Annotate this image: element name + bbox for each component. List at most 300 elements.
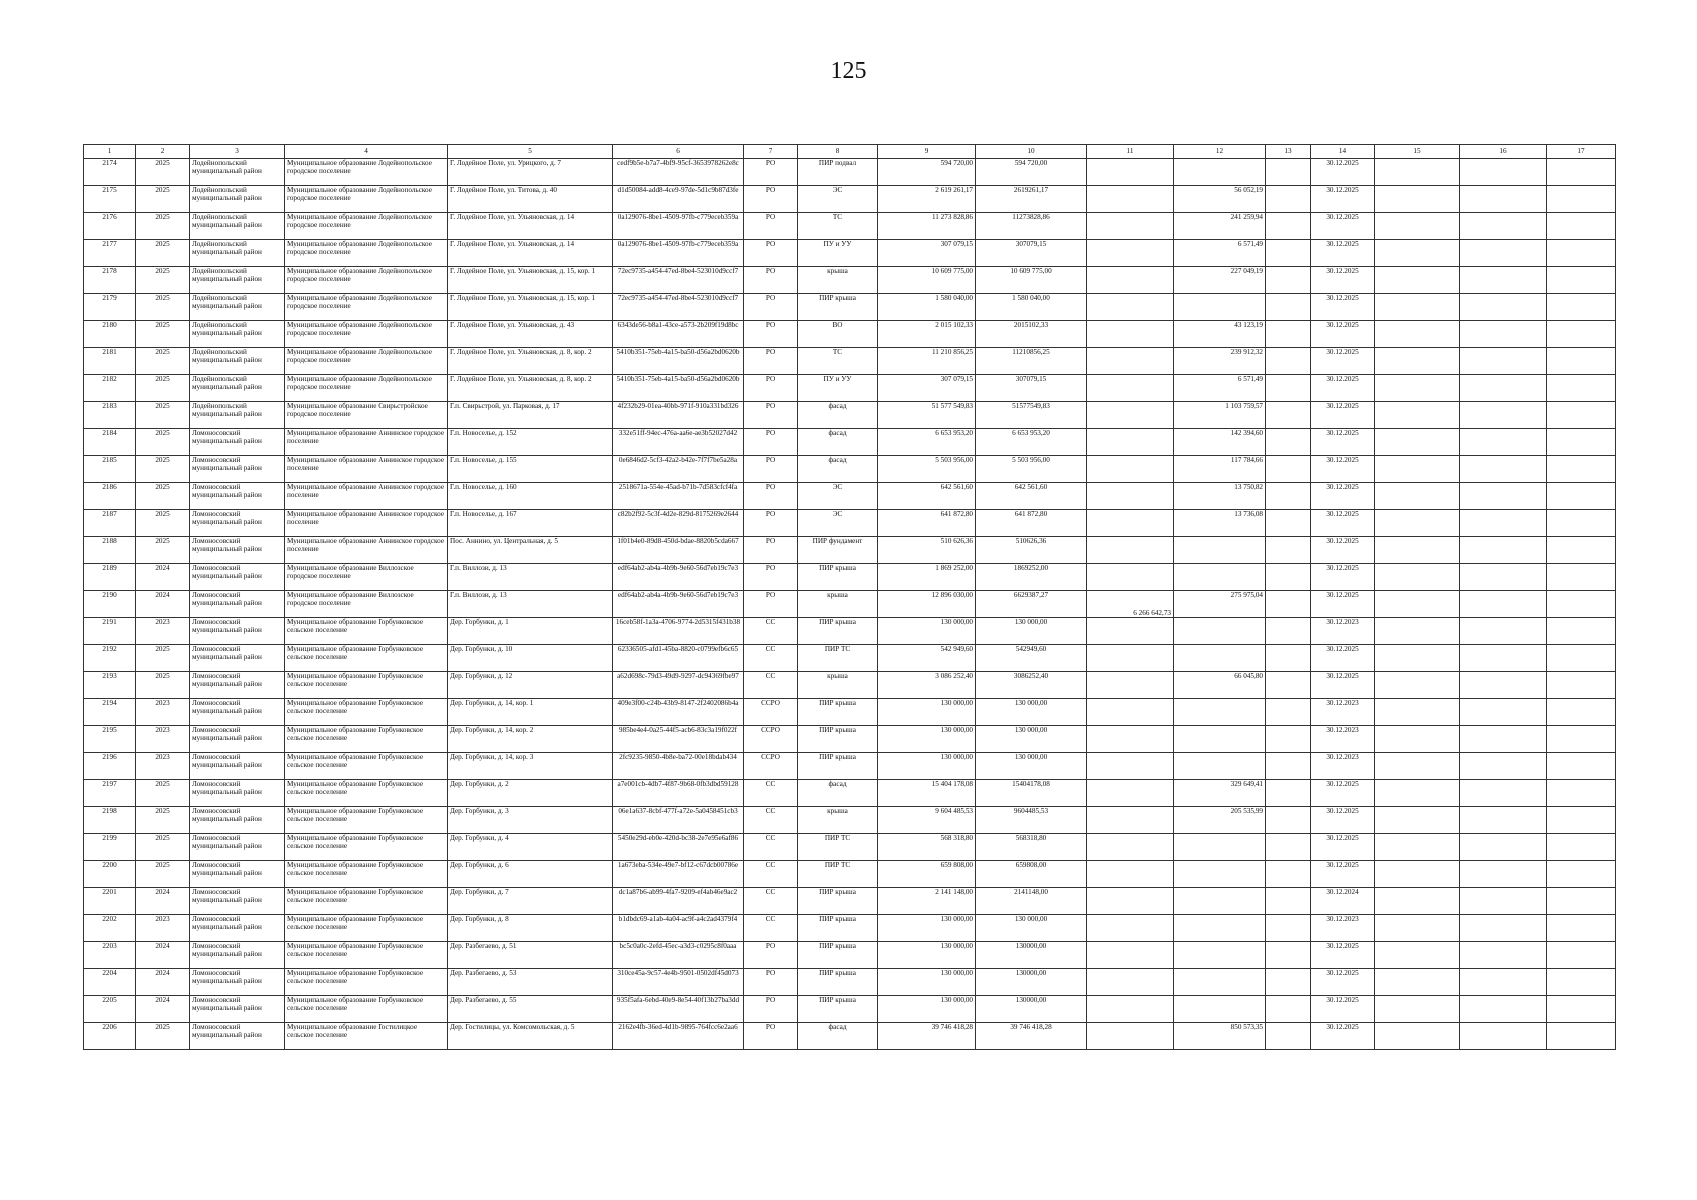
cell-house-guid: 2fc9235-9850-4b8e-ba72-00e18bdab434 <box>613 753 744 780</box>
cell-cost-fund: 130 000,00 <box>976 915 1087 942</box>
cell-total-cost: 510 626,36 <box>878 537 976 564</box>
cell-house-guid: a7e001cb-4db7-4f87-9b68-0fb3dbd59128 <box>613 780 744 807</box>
cell-row-number: 2188 <box>84 537 136 564</box>
cell-work-type: ПИР крыша <box>798 969 878 996</box>
cell-cost-extra <box>1174 645 1266 672</box>
cell-deadline: 30.12.2025 <box>1311 807 1375 834</box>
cell-year: 2025 <box>136 429 190 456</box>
cell-fund-type: РО <box>744 159 798 186</box>
cell-house-guid: 0a129076-8be1-4509-97fb-c779eceb359a <box>613 213 744 240</box>
cell-deadline: 30.12.2025 <box>1311 780 1375 807</box>
column-header-15: 15 <box>1375 145 1460 159</box>
table-row <box>84 699 1616 726</box>
cell-deadline: 30.12.2025 <box>1311 996 1375 1023</box>
cell-col-15 <box>1375 618 1460 645</box>
cell-deadline: 30.12.2025 <box>1311 672 1375 699</box>
cell-row-number: 2203 <box>84 942 136 969</box>
cell-col-17 <box>1547 618 1616 645</box>
cell-cost-extra <box>1174 699 1266 726</box>
cell-row-number: 2204 <box>84 969 136 996</box>
cell-col-16 <box>1460 807 1547 834</box>
cell-total-cost: 130 000,00 <box>878 915 976 942</box>
cell-deadline: 30.12.2025 <box>1311 537 1375 564</box>
cell-col-15 <box>1375 915 1460 942</box>
cell-col-15 <box>1375 429 1460 456</box>
cell-district: Ломоносовский муниципальный район <box>190 618 285 645</box>
cell-cost-fund: 2619261,17 <box>976 186 1087 213</box>
cell-deadline: 30.12.2025 <box>1311 321 1375 348</box>
cell-row-number: 2195 <box>84 726 136 753</box>
cell-district: Ломоносовский муниципальный район <box>190 564 285 591</box>
cell-cost-budget <box>1087 753 1174 780</box>
cell-cost-extra: 1 103 759,57 <box>1174 402 1266 429</box>
cell-year: 2025 <box>136 1023 190 1050</box>
column-header-7: 7 <box>744 145 798 159</box>
cell-col-16 <box>1460 672 1547 699</box>
cell-fund-type: СС <box>744 915 798 942</box>
cell-col-13 <box>1266 672 1311 699</box>
cell-cost-fund: 568318,80 <box>976 834 1087 861</box>
column-header-1: 1 <box>84 145 136 159</box>
column-header-3: 3 <box>190 145 285 159</box>
cell-cost-budget <box>1087 915 1174 942</box>
cell-cost-extra: 117 784,66 <box>1174 456 1266 483</box>
cell-col-15 <box>1375 591 1460 618</box>
cell-district: Ломоносовский муниципальный район <box>190 1023 285 1050</box>
cell-row-number: 2181 <box>84 348 136 375</box>
cell-fund-type: СС <box>744 645 798 672</box>
cell-deadline: 30.12.2025 <box>1311 429 1375 456</box>
table-row <box>84 645 1616 672</box>
cell-cost-fund: 11273828,86 <box>976 213 1087 240</box>
cell-col-13 <box>1266 456 1311 483</box>
cell-row-number: 2191 <box>84 618 136 645</box>
table-row <box>84 510 1616 537</box>
cell-year: 2023 <box>136 753 190 780</box>
cell-cost-extra: 239 912,32 <box>1174 348 1266 375</box>
cell-cost-budget <box>1087 375 1174 402</box>
table-row <box>84 969 1616 996</box>
cell-total-cost: 130 000,00 <box>878 699 976 726</box>
table-row <box>84 159 1616 186</box>
cell-cost-extra <box>1174 942 1266 969</box>
table-row <box>84 321 1616 348</box>
cell-year: 2025 <box>136 537 190 564</box>
cell-municipality: Муниципальное образование Аннинское городское поселение <box>285 483 448 510</box>
cell-col-13 <box>1266 321 1311 348</box>
cell-row-number: 2179 <box>84 294 136 321</box>
cell-work-type: ЭС <box>798 483 878 510</box>
cell-col-16 <box>1460 240 1547 267</box>
cell-address: Дер. Горбунки, д. 6 <box>448 861 613 888</box>
cell-cost-budget <box>1087 996 1174 1023</box>
cell-district: Ломоносовский муниципальный район <box>190 915 285 942</box>
cell-work-type: ПИР ТС <box>798 645 878 672</box>
cell-deadline: 30.12.2025 <box>1311 861 1375 888</box>
cell-cost-fund: 542949,60 <box>976 645 1087 672</box>
cell-year: 2025 <box>136 375 190 402</box>
cell-fund-type: СС <box>744 888 798 915</box>
cell-col-16 <box>1460 402 1547 429</box>
cell-cost-extra: 850 573,35 <box>1174 1023 1266 1050</box>
cell-municipality: Муниципальное образование Лодейнопольское городское поселение <box>285 348 448 375</box>
cell-col-13 <box>1266 861 1311 888</box>
cell-cost-budget <box>1087 726 1174 753</box>
cell-row-number: 2190 <box>84 591 136 618</box>
cell-address: Пос. Аннино, ул. Центральная, д. 5 <box>448 537 613 564</box>
cell-house-guid: 5450e29d-eb0e-420d-bc38-2e7e95e6af86 <box>613 834 744 861</box>
cell-district: Ломоносовский муниципальный район <box>190 591 285 618</box>
cell-cost-fund: 510626,36 <box>976 537 1087 564</box>
cell-cost-budget <box>1087 969 1174 996</box>
cell-cost-extra <box>1174 618 1266 645</box>
cell-col-17 <box>1547 294 1616 321</box>
cell-cost-budget <box>1087 1023 1174 1050</box>
cell-address: Дер. Разбегаево, д. 51 <box>448 942 613 969</box>
column-header-9: 9 <box>878 145 976 159</box>
cell-address: Дер. Горбунки, д. 4 <box>448 834 613 861</box>
cell-address: Г.п. Новоселье, д. 167 <box>448 510 613 537</box>
cell-year: 2024 <box>136 996 190 1023</box>
cell-address: Г. Лодейное Поле, ул. Титова, д. 40 <box>448 186 613 213</box>
cell-work-type: ПИР крыша <box>798 996 878 1023</box>
cell-work-type: крыша <box>798 672 878 699</box>
cell-cost-fund: 130 000,00 <box>976 753 1087 780</box>
cell-row-number: 2193 <box>84 672 136 699</box>
cell-total-cost: 641 872,80 <box>878 510 976 537</box>
cell-col-16 <box>1460 510 1547 537</box>
cell-fund-type: ССРО <box>744 699 798 726</box>
cell-work-type: ПИР крыша <box>798 726 878 753</box>
cell-col-15 <box>1375 699 1460 726</box>
cell-address: Дер. Горбунки, д. 14, кор. 3 <box>448 753 613 780</box>
cell-cost-extra: 56 052,19 <box>1174 186 1266 213</box>
cell-col-15 <box>1375 537 1460 564</box>
cell-cost-fund: 10 609 775,00 <box>976 267 1087 294</box>
cell-work-type: ЭС <box>798 186 878 213</box>
table-row <box>84 780 1616 807</box>
table-row <box>84 915 1616 942</box>
cell-work-type: фасад <box>798 402 878 429</box>
cell-cost-fund: 6629387,27 <box>976 591 1087 618</box>
cell-house-guid: 2162e4fb-36ed-4d1b-9895-764fcc6e2aa6 <box>613 1023 744 1050</box>
cell-address: Дер. Горбунки, д. 1 <box>448 618 613 645</box>
cell-district: Ломоносовский муниципальный район <box>190 834 285 861</box>
table-row <box>84 672 1616 699</box>
cell-year: 2025 <box>136 348 190 375</box>
cell-row-number: 2182 <box>84 375 136 402</box>
cell-year: 2025 <box>136 807 190 834</box>
cell-total-cost: 2 141 148,00 <box>878 888 976 915</box>
cell-year: 2025 <box>136 294 190 321</box>
cell-col-16 <box>1460 564 1547 591</box>
cell-house-guid: 5410b351-75eb-4a15-ba50-d56a2bd0620b <box>613 348 744 375</box>
cell-row-number: 2178 <box>84 267 136 294</box>
cell-deadline: 30.12.2023 <box>1311 699 1375 726</box>
cell-col-16 <box>1460 1023 1547 1050</box>
cell-year: 2025 <box>136 321 190 348</box>
cell-house-guid: 5410b351-75eb-4a15-ba50-d56a2bd0620b <box>613 375 744 402</box>
cell-col-16 <box>1460 726 1547 753</box>
cell-municipality: Муниципальное образование Горбунковское сельское поселение <box>285 942 448 969</box>
cell-row-number: 2189 <box>84 564 136 591</box>
cell-district: Ломоносовский муниципальный район <box>190 537 285 564</box>
cell-district: Ломоносовский муниципальный район <box>190 861 285 888</box>
cell-work-type: ПИР ТС <box>798 861 878 888</box>
cell-cost-fund: 659808,00 <box>976 861 1087 888</box>
cell-cost-fund: 130 000,00 <box>976 618 1087 645</box>
cell-cost-fund: 307079,15 <box>976 240 1087 267</box>
cell-deadline: 30.12.2025 <box>1311 645 1375 672</box>
cell-house-guid: 6343de56-b8a1-43ce-a573-2b209f19d8bc <box>613 321 744 348</box>
cell-total-cost: 307 079,15 <box>878 375 976 402</box>
cell-fund-type: РО <box>744 510 798 537</box>
cell-cost-extra: 13 750,82 <box>1174 483 1266 510</box>
cell-deadline: 30.12.2025 <box>1311 240 1375 267</box>
cell-municipality: Муниципальное образование Горбунковское сельское поселение <box>285 969 448 996</box>
cell-district: Ломоносовский муниципальный район <box>190 996 285 1023</box>
cell-col-15 <box>1375 780 1460 807</box>
cell-work-type: ПУ и УУ <box>798 375 878 402</box>
table-header <box>84 145 1616 159</box>
cell-row-number: 2192 <box>84 645 136 672</box>
cell-row-number: 2180 <box>84 321 136 348</box>
cell-cost-extra <box>1174 159 1266 186</box>
cell-year: 2025 <box>136 159 190 186</box>
cell-work-type: ВО <box>798 321 878 348</box>
cell-col-16 <box>1460 618 1547 645</box>
cell-district: Лодейнопольский муниципальный район <box>190 213 285 240</box>
table-row <box>84 618 1616 645</box>
column-header-8: 8 <box>798 145 878 159</box>
cell-house-guid: edf64ab2-ab4a-4b9b-9e60-56d7eb19c7e3 <box>613 564 744 591</box>
cell-municipality: Муниципальное образование Виллозское городское поселение <box>285 564 448 591</box>
cell-municipality: Муниципальное образование Горбунковское сельское поселение <box>285 996 448 1023</box>
cell-cost-budget <box>1087 672 1174 699</box>
cell-col-17 <box>1547 591 1616 618</box>
cell-house-guid: 0a129076-8be1-4509-97fb-c779eceb359a <box>613 240 744 267</box>
cell-cost-budget <box>1087 429 1174 456</box>
cell-address: Г.п. Виллози, д. 13 <box>448 564 613 591</box>
cell-col-16 <box>1460 780 1547 807</box>
cell-col-13 <box>1266 375 1311 402</box>
table-row <box>84 591 1616 618</box>
cell-col-13 <box>1266 645 1311 672</box>
cell-row-number: 2184 <box>84 429 136 456</box>
cell-col-17 <box>1547 726 1616 753</box>
cell-total-cost: 5 503 956,00 <box>878 456 976 483</box>
cell-cost-budget <box>1087 645 1174 672</box>
cell-work-type: ПИР ТС <box>798 834 878 861</box>
cell-house-guid: 985be4e4-0a25-44f5-acb6-83c3a19f022f <box>613 726 744 753</box>
cell-year: 2025 <box>136 645 190 672</box>
cell-house-guid: b1dbdc69-a1ab-4a04-ac9f-a4c2ad4379f4 <box>613 915 744 942</box>
table-row <box>84 213 1616 240</box>
cell-district: Лодейнопольский муниципальный район <box>190 186 285 213</box>
cell-district: Ломоносовский муниципальный район <box>190 969 285 996</box>
cell-total-cost: 130 000,00 <box>878 618 976 645</box>
cell-work-type: фасад <box>798 429 878 456</box>
cell-municipality: Муниципальное образование Аннинское городское поселение <box>285 456 448 483</box>
cell-year: 2023 <box>136 618 190 645</box>
cell-total-cost: 12 896 030,00 <box>878 591 976 618</box>
cell-house-guid: 72ec9735-a454-47ed-8be4-523010d9ccf7 <box>613 267 744 294</box>
cell-house-guid: edf64ab2-ab4a-4b9b-9e60-56d7eb19c7e3 <box>613 591 744 618</box>
cell-cost-budget <box>1087 159 1174 186</box>
cell-municipality: Муниципальное образование Гостилицкое сельское поселение <box>285 1023 448 1050</box>
cell-col-13 <box>1266 699 1311 726</box>
cell-col-15 <box>1375 969 1460 996</box>
cell-house-guid: a62d698c-79d3-49d9-9297-dc94369fbe97 <box>613 672 744 699</box>
cell-col-15 <box>1375 888 1460 915</box>
cell-col-15 <box>1375 834 1460 861</box>
cell-year: 2024 <box>136 942 190 969</box>
cell-cost-fund: 130 000,00 <box>976 699 1087 726</box>
cell-work-type: ПИР крыша <box>798 618 878 645</box>
table-row <box>84 456 1616 483</box>
cell-cost-budget <box>1087 861 1174 888</box>
table-row <box>84 564 1616 591</box>
cell-house-guid: 332e51ff-94ec-476a-aa6e-ae3b52027d42 <box>613 429 744 456</box>
cell-col-13 <box>1266 942 1311 969</box>
cell-col-15 <box>1375 996 1460 1023</box>
cell-col-17 <box>1547 942 1616 969</box>
cell-deadline: 30.12.2023 <box>1311 726 1375 753</box>
cell-fund-type: РО <box>744 429 798 456</box>
cell-house-guid: 72ec9735-a454-47ed-8be4-523010d9ccf7 <box>613 294 744 321</box>
cell-work-type: ПИР крыша <box>798 915 878 942</box>
cell-work-type: ПИР крыша <box>798 753 878 780</box>
cell-cost-budget <box>1087 807 1174 834</box>
cell-municipality: Муниципальное образование Аннинское городское поселение <box>285 510 448 537</box>
cell-fund-type: РО <box>744 213 798 240</box>
cell-house-guid: c82b2f92-5c3f-4d2e-829d-8175269e2644 <box>613 510 744 537</box>
cell-col-17 <box>1547 267 1616 294</box>
cell-deadline: 30.12.2023 <box>1311 753 1375 780</box>
cell-col-16 <box>1460 888 1547 915</box>
column-header-11: 11 <box>1087 145 1174 159</box>
cell-col-17 <box>1547 888 1616 915</box>
cell-address: Дер. Горбунки, д. 3 <box>448 807 613 834</box>
cell-cost-budget: 6 266 642,73 <box>1087 591 1174 618</box>
cell-cost-budget <box>1087 942 1174 969</box>
cell-col-13 <box>1266 159 1311 186</box>
cell-cost-budget <box>1087 321 1174 348</box>
cell-municipality: Муниципальное образование Аннинское городское поселение <box>285 429 448 456</box>
cell-fund-type: СС <box>744 807 798 834</box>
cell-row-number: 2186 <box>84 483 136 510</box>
cell-address: Г. Лодейное Поле, ул. Ульяновская, д. 43 <box>448 321 613 348</box>
cell-municipality: Муниципальное образование Горбунковское сельское поселение <box>285 834 448 861</box>
cell-total-cost: 1 580 040,00 <box>878 294 976 321</box>
cell-district: Ломоносовский муниципальный район <box>190 942 285 969</box>
cell-fund-type: РО <box>744 537 798 564</box>
cell-row-number: 2185 <box>84 456 136 483</box>
cell-col-15 <box>1375 807 1460 834</box>
cell-row-number: 2174 <box>84 159 136 186</box>
cell-municipality: Муниципальное образование Горбунковское сельское поселение <box>285 915 448 942</box>
cell-address: Дер. Горбунки, д. 7 <box>448 888 613 915</box>
cell-col-17 <box>1547 456 1616 483</box>
table-row <box>84 348 1616 375</box>
cell-deadline: 30.12.2025 <box>1311 969 1375 996</box>
cell-address: Дер. Разбегаево, д. 55 <box>448 996 613 1023</box>
cell-col-13 <box>1266 618 1311 645</box>
table-row <box>84 429 1616 456</box>
cell-col-16 <box>1460 267 1547 294</box>
cell-col-13 <box>1266 996 1311 1023</box>
cell-work-type: ПУ и УУ <box>798 240 878 267</box>
cell-col-15 <box>1375 564 1460 591</box>
cell-deadline: 30.12.2025 <box>1311 375 1375 402</box>
cell-cost-fund: 9604485,53 <box>976 807 1087 834</box>
cell-cost-extra <box>1174 726 1266 753</box>
cell-work-type: ПИР подвал <box>798 159 878 186</box>
table-row <box>84 375 1616 402</box>
cell-cost-extra <box>1174 834 1266 861</box>
cell-fund-type: ССРО <box>744 726 798 753</box>
cell-col-15 <box>1375 942 1460 969</box>
cell-house-guid: 4f232b29-01ea-40bb-971f-910a331bd326 <box>613 402 744 429</box>
cell-work-type: ПИР крыша <box>798 942 878 969</box>
cell-municipality: Муниципальное образование Лодейнопольское городское поселение <box>285 159 448 186</box>
cell-row-number: 2197 <box>84 780 136 807</box>
cell-col-17 <box>1547 861 1616 888</box>
cell-total-cost: 642 561,60 <box>878 483 976 510</box>
cell-address: Дер. Горбунки, д. 10 <box>448 645 613 672</box>
cell-district: Ломоносовский муниципальный район <box>190 753 285 780</box>
cell-year: 2025 <box>136 510 190 537</box>
cell-year: 2025 <box>136 213 190 240</box>
cell-col-15 <box>1375 186 1460 213</box>
cell-cost-budget <box>1087 483 1174 510</box>
cell-cost-extra <box>1174 294 1266 321</box>
cell-col-17 <box>1547 510 1616 537</box>
cell-fund-type: РО <box>744 456 798 483</box>
cell-cost-budget <box>1087 510 1174 537</box>
cell-cost-extra: 13 736,08 <box>1174 510 1266 537</box>
cell-deadline: 30.12.2025 <box>1311 1023 1375 1050</box>
column-header-10: 10 <box>976 145 1087 159</box>
cell-district: Ломоносовский муниципальный район <box>190 483 285 510</box>
cell-address: Г.п. Новоселье, д. 155 <box>448 456 613 483</box>
cell-district: Ломоносовский муниципальный район <box>190 456 285 483</box>
cell-row-number: 2200 <box>84 861 136 888</box>
cell-col-17 <box>1547 375 1616 402</box>
cell-cost-fund: 642 561,60 <box>976 483 1087 510</box>
page-number: 125 <box>830 58 867 84</box>
cell-house-guid: 935f5afa-6ebd-40e9-8e54-40f13b27ba3dd <box>613 996 744 1023</box>
table-row <box>84 942 1616 969</box>
cell-work-type: ТС <box>798 348 878 375</box>
table-row <box>84 726 1616 753</box>
cell-row-number: 2176 <box>84 213 136 240</box>
cell-col-16 <box>1460 591 1547 618</box>
cell-deadline: 30.12.2025 <box>1311 483 1375 510</box>
cell-cost-fund: 6 653 953,20 <box>976 429 1087 456</box>
cell-address: Г. Лодейное Поле, ул. Ульяновская, д. 14 <box>448 240 613 267</box>
cell-col-13 <box>1266 213 1311 240</box>
cell-house-guid: 06e1a637-8cbf-477f-a72e-5a0458451cb3 <box>613 807 744 834</box>
cell-year: 2025 <box>136 456 190 483</box>
cell-municipality: Муниципальное образование Лодейнопольское городское поселение <box>285 213 448 240</box>
cell-work-type: ЭС <box>798 510 878 537</box>
column-header-16: 16 <box>1460 145 1547 159</box>
cell-total-cost: 11 210 856,25 <box>878 348 976 375</box>
cell-row-number: 2194 <box>84 699 136 726</box>
cell-col-13 <box>1266 915 1311 942</box>
column-header-17: 17 <box>1547 145 1616 159</box>
